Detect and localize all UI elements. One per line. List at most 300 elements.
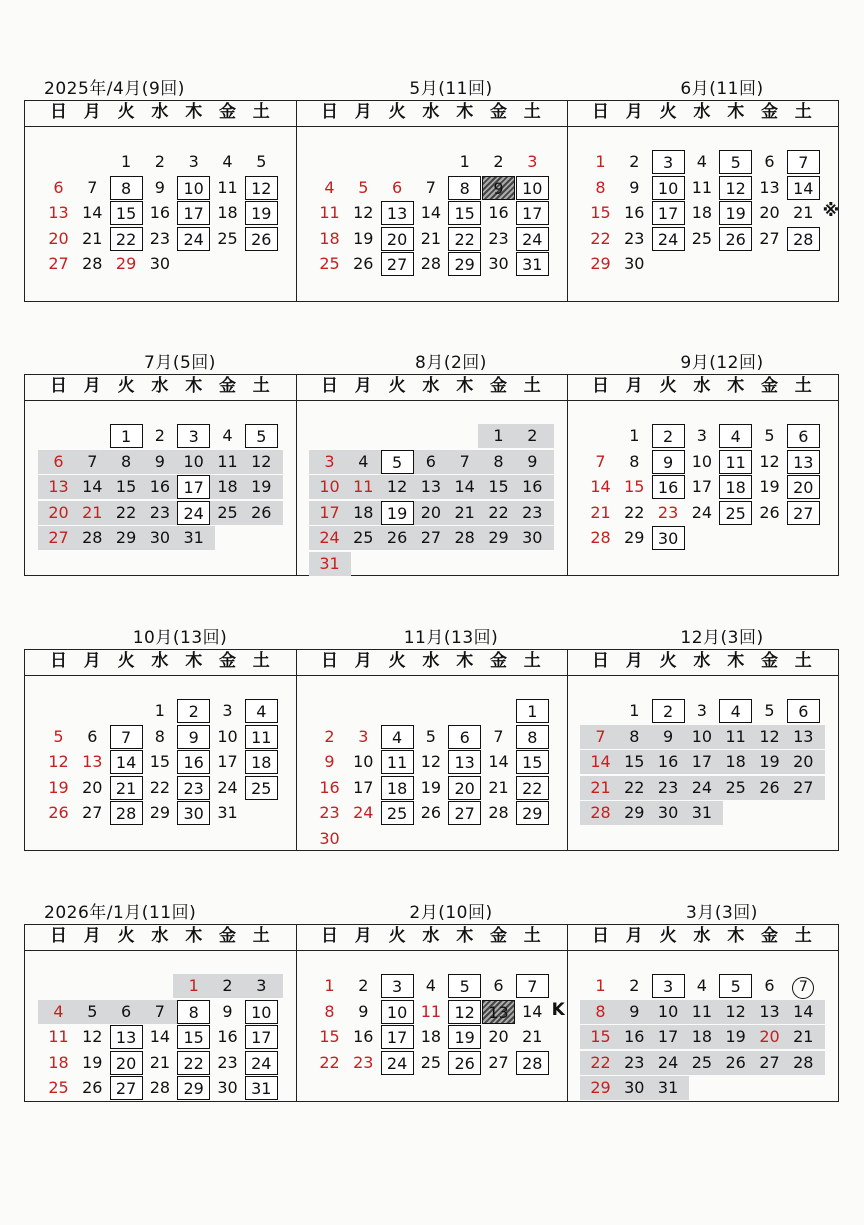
day-cell: 2: [324, 726, 335, 746]
day-cell: 8: [448, 176, 481, 200]
day-cell: 11: [719, 450, 752, 474]
day-cell: 21: [149, 1052, 171, 1072]
day-cell: 28: [590, 528, 611, 547]
day-cell: 11: [353, 477, 374, 496]
day-cell: 29: [516, 801, 549, 825]
day-cell: 21: [793, 1027, 814, 1046]
day-cell: 4: [222, 426, 233, 445]
weekday-label: 土: [523, 651, 541, 671]
day-cell: 30: [149, 254, 171, 273]
day-cell: 24: [691, 502, 713, 522]
day-cell: 14: [590, 752, 611, 771]
day-cell: 4: [245, 699, 278, 723]
day-cell: 24: [319, 528, 340, 547]
day-cell: 13: [793, 726, 814, 746]
weekday-label: 金: [490, 651, 507, 671]
day-cell: 30: [522, 528, 543, 547]
day-cell: 15: [624, 477, 645, 496]
day-cell: 2: [154, 152, 165, 171]
day-cell: 28: [454, 528, 475, 547]
day-cell: 24: [177, 501, 210, 525]
day-cell: 8: [324, 1001, 335, 1021]
day-cell: 3: [527, 152, 538, 171]
day-cell: 26: [719, 227, 752, 251]
weekday-label: 金: [219, 102, 236, 122]
day-cell: 25: [245, 776, 278, 800]
day-cell: 1: [629, 426, 640, 445]
day-cell: 28: [793, 1052, 814, 1072]
day-cell: 16: [149, 477, 171, 496]
day-cell: 15: [177, 1025, 210, 1049]
day-cell: 16: [624, 1027, 645, 1046]
day-cell: 24: [245, 1051, 278, 1075]
day-cell: 24: [217, 777, 238, 797]
day-cell: 18: [725, 752, 746, 771]
day-cell: 24: [381, 1051, 414, 1075]
weekday-label: 金: [219, 926, 236, 946]
day-cell: 26: [448, 1051, 481, 1075]
day-cell: 19: [725, 1027, 746, 1046]
day-cell: 12: [420, 752, 442, 771]
day-cell: 29: [590, 1078, 611, 1097]
day-cell: 8: [629, 726, 640, 746]
weekday-label: 月: [625, 926, 643, 946]
weekday-label: 水: [151, 376, 169, 396]
day-cell: 28: [420, 254, 442, 273]
day-cell: 4: [425, 976, 436, 995]
day-cell: 16: [624, 203, 645, 222]
day-cell: 5: [245, 424, 278, 448]
day-cell: 2: [358, 976, 369, 995]
weekday-label: 木: [185, 926, 203, 946]
weekday-label: 火: [388, 651, 406, 671]
day-cell: 22: [488, 502, 509, 522]
weekday-label: 金: [490, 376, 507, 396]
weekday-label: 月: [625, 376, 643, 396]
day-cell: 12: [725, 1001, 746, 1021]
day-cell: 29: [624, 528, 645, 547]
weekday-label: 月: [354, 651, 372, 671]
day-cell: 7: [516, 974, 549, 998]
day-cell: 23: [149, 502, 171, 522]
day-cell: 23: [488, 228, 509, 248]
day-cell: 5: [719, 974, 752, 998]
day-cell: 3: [188, 152, 199, 171]
day-cell: 3: [696, 701, 707, 720]
day-cell: 9: [663, 726, 674, 746]
weekday-label: 日: [321, 926, 338, 946]
day-cell: 18: [420, 1027, 442, 1046]
day-cell: 26: [725, 1052, 746, 1072]
day-cell: 12: [719, 176, 752, 200]
weekday-label: 水: [422, 376, 440, 396]
weekday-label: 木: [456, 102, 474, 122]
day-cell: 2: [629, 152, 640, 171]
day-cell: 11: [217, 177, 238, 197]
month-title: 6月(11回): [680, 79, 764, 99]
day-cell: 8: [121, 451, 132, 471]
day-cell: 1: [595, 152, 606, 171]
day-cell: 18: [245, 750, 278, 774]
weekday-label: 日: [592, 376, 609, 396]
day-cell: 20: [448, 776, 481, 800]
day-cell: 8: [177, 1000, 210, 1024]
weekday-label: 木: [456, 376, 474, 396]
day-cell: 9: [527, 451, 538, 471]
day-cell: 31: [657, 1078, 679, 1097]
day-cell: 5: [53, 726, 64, 746]
weekday-label: 金: [490, 102, 507, 122]
day-cell: 13: [448, 750, 481, 774]
day-cell: 19: [353, 228, 374, 248]
day-cell: 20: [82, 777, 103, 797]
day-cell: 26: [82, 1078, 103, 1097]
day-cell: 10: [319, 477, 340, 496]
day-cell: 13: [48, 203, 69, 222]
weekday-label: 日: [50, 376, 67, 396]
day-cell: 28: [82, 528, 103, 547]
day-cell: 23: [624, 1052, 645, 1072]
day-cell: 19: [245, 201, 278, 225]
month-title: 5月(11回): [409, 79, 493, 99]
day-cell: 6: [87, 726, 98, 746]
weekday-label: 土: [252, 651, 270, 671]
day-cell: 29: [115, 254, 137, 273]
day-cell: 23: [217, 1052, 238, 1072]
day-cell: 16: [149, 203, 171, 222]
weekday-label: 木: [185, 376, 203, 396]
day-cell: 27: [110, 1076, 143, 1100]
day-cell: 19: [82, 1052, 103, 1072]
weekday-label: 水: [693, 926, 711, 946]
weekday-label: 土: [523, 376, 541, 396]
weekday-label: 月: [83, 651, 101, 671]
day-cell: 24: [353, 803, 374, 822]
day-cell: 27: [787, 501, 820, 525]
day-cell: 5: [256, 152, 267, 171]
day-cell: 12: [48, 752, 69, 771]
month-divider: [296, 375, 297, 575]
day-cell: 28: [787, 227, 820, 251]
day-cell: 16: [522, 477, 543, 496]
day-cell: 24: [691, 777, 713, 797]
day-cell: 17: [319, 502, 340, 522]
day-cell: 11: [245, 725, 278, 749]
day-cell: 13: [110, 1025, 143, 1049]
day-cell: 28: [590, 803, 611, 822]
day-cell: 25: [381, 801, 414, 825]
day-cell: 17: [516, 201, 549, 225]
day-cell: 30: [149, 528, 171, 547]
day-cell: 10: [177, 176, 210, 200]
weekday-label: 木: [727, 926, 745, 946]
day-cell: 25: [217, 502, 238, 522]
weekday-label: 日: [321, 102, 338, 122]
day-cell: 10: [652, 176, 685, 200]
day-cell: 2: [222, 976, 233, 995]
day-cell: 15: [149, 752, 171, 771]
weekday-label: 水: [422, 926, 440, 946]
day-cell: 27: [48, 254, 69, 273]
weekday-label: 土: [794, 376, 812, 396]
day-cell: 26: [420, 803, 442, 822]
day-cell: 29: [448, 252, 481, 276]
weekday-label: 金: [761, 376, 778, 396]
day-cell: 4: [696, 976, 707, 995]
month-divider: [296, 925, 297, 1101]
weekday-label: 月: [354, 376, 372, 396]
day-cell: 28: [82, 254, 103, 273]
day-cell: 20: [48, 502, 69, 522]
day-cell-circled: 7: [787, 974, 820, 998]
day-cell: 18: [353, 502, 374, 522]
day-cell: 30: [488, 254, 509, 273]
weekday-label: 土: [794, 926, 812, 946]
day-cell: 10: [691, 451, 713, 471]
day-cell: 2: [652, 699, 685, 723]
day-cell: 31: [516, 252, 549, 276]
day-cell: 6: [121, 1001, 132, 1021]
day-cell: 23: [624, 228, 645, 248]
day-cell: 23: [522, 502, 543, 522]
weekday-label: 金: [761, 926, 778, 946]
day-cell: 16: [217, 1027, 238, 1046]
day-cell: 14: [793, 1001, 814, 1021]
day-cell: 6: [787, 424, 820, 448]
day-cell: 14: [454, 477, 475, 496]
day-cell: 13: [759, 177, 780, 197]
weekday-label: 月: [625, 651, 643, 671]
day-cell: 25: [353, 528, 374, 547]
day-cell: 6: [764, 152, 775, 171]
day-cell: 27: [420, 528, 442, 547]
day-cell: 30: [319, 828, 340, 848]
day-cell: 1: [324, 976, 335, 995]
day-cell: 10: [516, 176, 549, 200]
day-cell: 21: [522, 1027, 543, 1046]
day-cell: 21: [590, 502, 611, 522]
day-cell: 24: [177, 227, 210, 251]
day-cell: 20: [759, 1027, 780, 1046]
weekday-label: 水: [151, 926, 169, 946]
weekday-label: 火: [659, 926, 677, 946]
weekday-label: 金: [219, 651, 236, 671]
day-cell: 12: [448, 1000, 481, 1024]
day-cell: 8: [154, 726, 165, 746]
day-cell: 3: [358, 726, 369, 746]
day-cell: 16: [319, 777, 340, 797]
day-cell: 13: [381, 201, 414, 225]
day-cell: 5: [764, 701, 775, 720]
day-cell: 4: [719, 699, 752, 723]
weekday-label: 月: [83, 926, 101, 946]
day-cell: 28: [488, 803, 509, 822]
day-cell: 14: [420, 203, 442, 222]
month-title: 11月(13回): [403, 628, 499, 648]
day-cell: 10: [245, 1000, 278, 1024]
day-cell: 12: [759, 726, 780, 746]
day-cell: 20: [110, 1051, 143, 1075]
day-cell: 17: [652, 201, 685, 225]
day-cell: 2: [493, 152, 504, 171]
day-cell: 23: [657, 777, 679, 797]
day-cell: 1: [188, 976, 199, 995]
day-cell: 1: [110, 424, 143, 448]
day-cell: 7: [87, 451, 98, 471]
day-cell: 8: [595, 1001, 606, 1021]
day-cell: 6: [493, 976, 504, 995]
day-cell: 30: [217, 1078, 238, 1097]
day-cell: 10: [657, 1001, 679, 1021]
day-cell: 20: [787, 475, 820, 499]
day-cell: 24: [652, 227, 685, 251]
day-cell: 11: [217, 451, 238, 471]
day-cell: 6: [53, 451, 64, 471]
month-title: 3月(3回): [686, 903, 758, 923]
weekday-label: 水: [693, 102, 711, 122]
day-cell: 20: [793, 752, 814, 771]
day-cell: 19: [759, 477, 780, 496]
day-cell: 6: [392, 177, 403, 197]
day-cell: 28: [516, 1051, 549, 1075]
day-cell: 14: [110, 750, 143, 774]
day-cell: 29: [149, 803, 171, 822]
day-cell: 27: [793, 777, 814, 797]
day-cell: 3: [652, 150, 685, 174]
day-cell: 26: [386, 528, 408, 547]
weekday-label: 日: [50, 926, 67, 946]
day-cell: 30: [624, 254, 645, 273]
day-cell: 7: [459, 451, 470, 471]
day-cell: 25: [691, 228, 713, 248]
day-cell: 27: [448, 801, 481, 825]
weekday-label: 木: [727, 651, 745, 671]
day-cell: 7: [110, 725, 143, 749]
day-cell: 27: [48, 528, 69, 547]
weekday-label: 月: [83, 376, 101, 396]
day-cell: 21: [82, 502, 103, 522]
weekday-label: 土: [794, 651, 812, 671]
weekday-label: 金: [490, 926, 507, 946]
day-cell: 4: [53, 1001, 64, 1021]
weekday-label: 木: [185, 651, 203, 671]
day-cell: 27: [82, 803, 103, 822]
day-cell: 7: [595, 451, 606, 471]
day-cell: 26: [245, 227, 278, 251]
weekday-label: 金: [761, 102, 778, 122]
day-cell: 1: [595, 976, 606, 995]
weekday-label: 土: [252, 376, 270, 396]
weekday-label: 金: [761, 651, 778, 671]
day-cell: 8: [629, 451, 640, 471]
month-divider: [296, 650, 297, 850]
day-cell: 9: [222, 1001, 233, 1021]
day-cell: 22: [590, 1052, 611, 1072]
day-cell: 1: [459, 152, 470, 171]
day-cell: 7: [87, 177, 98, 197]
day-cell: 17: [245, 1025, 278, 1049]
day-cell: 22: [590, 228, 611, 248]
day-cell: 27: [381, 252, 414, 276]
day-cell: 8: [595, 177, 606, 197]
day-cell: 14: [590, 477, 611, 496]
day-cell: 3: [381, 974, 414, 998]
day-cell: 10: [353, 752, 374, 771]
day-cell: 19: [719, 201, 752, 225]
day-cell: 30: [624, 1078, 645, 1097]
day-cell: 17: [381, 1025, 414, 1049]
day-cell: 16: [353, 1027, 374, 1046]
day-cell: 9: [482, 176, 515, 200]
weekday-label: 木: [727, 376, 745, 396]
day-cell: 14: [82, 477, 103, 496]
day-cell: 9: [358, 1001, 369, 1021]
day-cell: 15: [319, 1027, 340, 1046]
weekday-label: 土: [252, 926, 270, 946]
day-cell: 1: [493, 426, 504, 445]
weekday-label: 水: [693, 376, 711, 396]
weekday-label: 水: [422, 102, 440, 122]
day-cell: 17: [691, 477, 713, 496]
day-cell: 23: [177, 776, 210, 800]
day-cell: 25: [725, 777, 746, 797]
month-title: 12月(3回): [680, 628, 764, 648]
day-cell: 15: [590, 203, 611, 222]
day-cell: 5: [87, 1001, 98, 1021]
month-title: 2月(10回): [409, 903, 493, 923]
weekday-label: 月: [354, 102, 372, 122]
weekday-label: 金: [219, 376, 236, 396]
day-cell: 15: [590, 1027, 611, 1046]
day-cell: 6: [425, 451, 436, 471]
weekday-label: 火: [117, 102, 135, 122]
day-cell: 6: [787, 699, 820, 723]
day-cell: 23: [657, 502, 679, 522]
day-cell: 29: [590, 254, 611, 273]
day-cell: 9: [154, 451, 165, 471]
day-cell: 2: [652, 424, 685, 448]
day-cell: 16: [488, 203, 509, 222]
day-cell: 31: [319, 553, 340, 573]
day-cell: 15: [448, 201, 481, 225]
day-cell: 29: [488, 528, 509, 547]
month-note-mark: K: [551, 999, 565, 1020]
day-cell: 22: [624, 777, 645, 797]
day-cell: 11: [691, 177, 713, 197]
day-cell: 26: [353, 254, 374, 273]
day-cell: 6: [448, 725, 481, 749]
day-cell: 23: [353, 1052, 374, 1072]
day-cell: 19: [381, 501, 414, 525]
day-cell: 3: [652, 974, 685, 998]
weekday-label: 火: [659, 376, 677, 396]
day-cell: 1: [154, 701, 165, 720]
weekday-label: 月: [83, 102, 101, 122]
day-cell: 22: [110, 227, 143, 251]
day-cell: 10: [381, 1000, 414, 1024]
day-cell: 17: [657, 1027, 679, 1046]
day-cell: 11: [48, 1027, 69, 1046]
day-cell: 7: [154, 1001, 165, 1021]
day-cell: 11: [319, 203, 340, 222]
day-cell: 25: [319, 254, 340, 273]
day-cell: 14: [522, 1001, 543, 1021]
day-cell: 16: [652, 475, 685, 499]
day-cell: 1: [629, 701, 640, 720]
day-cell: 5: [381, 450, 414, 474]
day-cell: 14: [149, 1027, 171, 1046]
day-cell: 12: [353, 203, 374, 222]
